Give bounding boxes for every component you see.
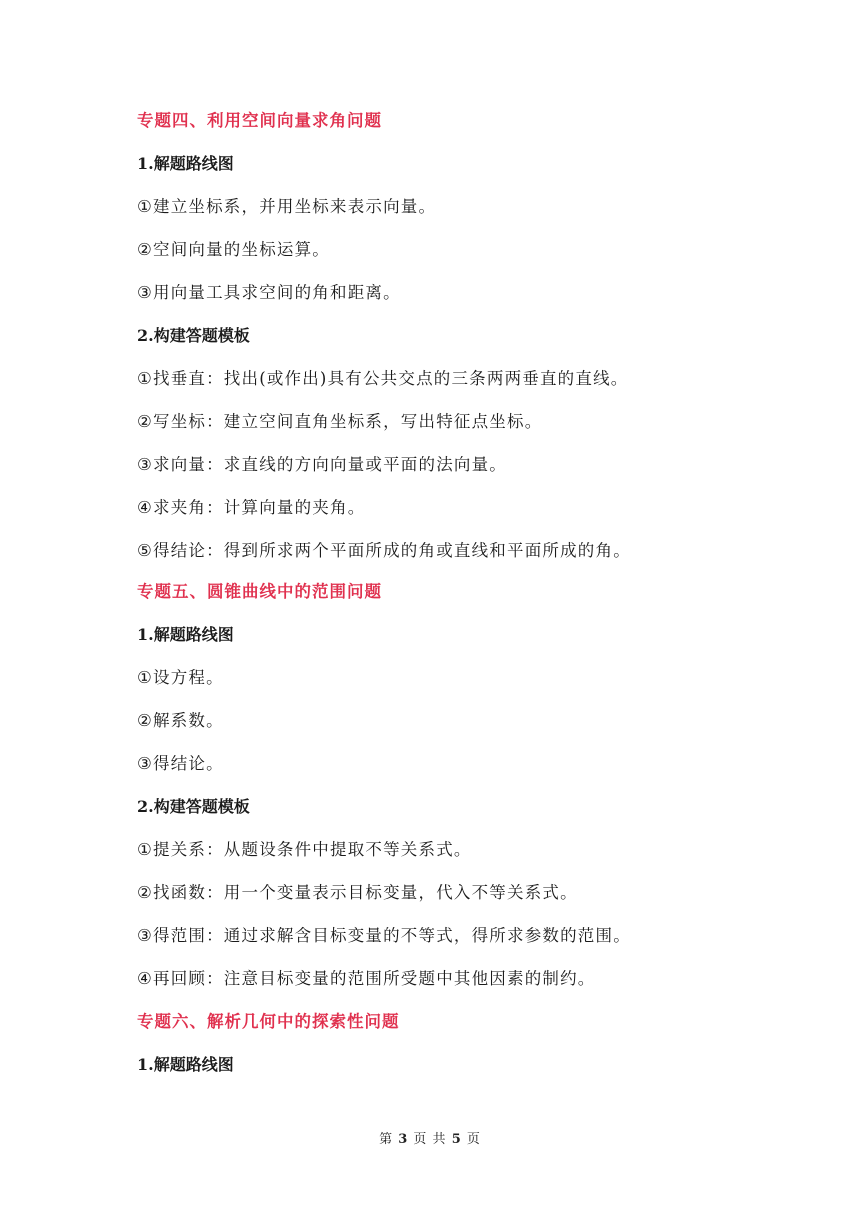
list-item [137, 968, 596, 990]
item-number: ⑤ [137, 541, 153, 560]
item-number: ④ [137, 969, 153, 988]
list-item [137, 925, 631, 947]
list-item [137, 540, 631, 562]
subsection-heading: 1.解题路线图 [137, 154, 234, 173]
page-footer [0, 1128, 860, 1147]
item-number: ④ [137, 498, 153, 517]
section-title: 专题四、利用空间向量求角问题 [137, 111, 382, 130]
subsection-heading: 1.解题路线图 [137, 1055, 234, 1074]
list-item [137, 282, 401, 304]
item-text: 再回顾：注意目标变量的范围所受题中其他因素的制约。 [153, 969, 596, 988]
subsection-heading: 1.解题路线图 [137, 625, 234, 644]
item-text: 建立坐标系，并用坐标来表示向量。 [153, 197, 437, 216]
item-number: ① [137, 369, 153, 388]
footer-prefix: 第 [379, 1132, 394, 1147]
item-number: ③ [137, 283, 153, 302]
list-item [137, 753, 224, 775]
item-text: 找函数：用一个变量表示目标变量，代入不等关系式。 [153, 883, 578, 902]
item-number: ③ [137, 455, 153, 474]
item-text: 得结论。 [153, 754, 224, 773]
item-text: 求向量：求直线的方向向量或平面的法向量。 [153, 455, 507, 474]
item-number: ① [137, 668, 153, 687]
item-text: 得结论：得到所求两个平面所成的角或直线和平面所成的角。 [153, 541, 631, 560]
list-item [137, 239, 330, 261]
item-text: 得范围：通过求解含目标变量的不等式，得所求参数的范围。 [153, 926, 631, 945]
subsection-heading: 2.构建答题模板 [137, 797, 250, 816]
item-text: 空间向量的坐标运算。 [153, 240, 330, 259]
item-text: 求夹角：计算向量的夹角。 [153, 498, 366, 517]
item-number: ① [137, 840, 153, 859]
item-text: 设方程。 [153, 668, 224, 687]
footer-suffix: 页 [466, 1132, 481, 1147]
item-number: ② [137, 711, 153, 730]
list-item [137, 710, 224, 732]
list-item [137, 839, 472, 861]
item-text: 解系数。 [153, 711, 224, 730]
list-item [137, 667, 224, 689]
section-title: 专题五、圆锥曲线中的范围问题 [137, 582, 382, 601]
list-item [137, 196, 436, 218]
item-text: 提关系：从题设条件中提取不等关系式。 [153, 840, 472, 859]
item-number: ③ [137, 926, 153, 945]
footer-middle: 页 共 [413, 1132, 447, 1147]
section-title: 专题六、解析几何中的探索性问题 [137, 1012, 400, 1031]
item-number: ② [137, 240, 153, 259]
current-page-number: 3 [398, 1132, 409, 1147]
item-number: ② [137, 883, 153, 902]
item-number: ① [137, 197, 153, 216]
subsection-heading: 2.构建答题模板 [137, 326, 250, 345]
total-page-number: 5 [451, 1132, 462, 1147]
list-item [137, 454, 507, 476]
list-item [137, 368, 628, 390]
list-item [137, 497, 365, 519]
item-text: 写坐标：建立空间直角坐标系，写出特征点坐标。 [153, 412, 543, 431]
item-number: ② [137, 412, 153, 431]
item-number: ③ [137, 754, 153, 773]
list-item [137, 411, 542, 433]
item-text: 用向量工具求空间的角和距离。 [153, 283, 401, 302]
list-item [137, 882, 578, 904]
item-text: 找垂直：找出(或作出)具有公共交点的三条两两垂直的直线。 [153, 369, 629, 388]
